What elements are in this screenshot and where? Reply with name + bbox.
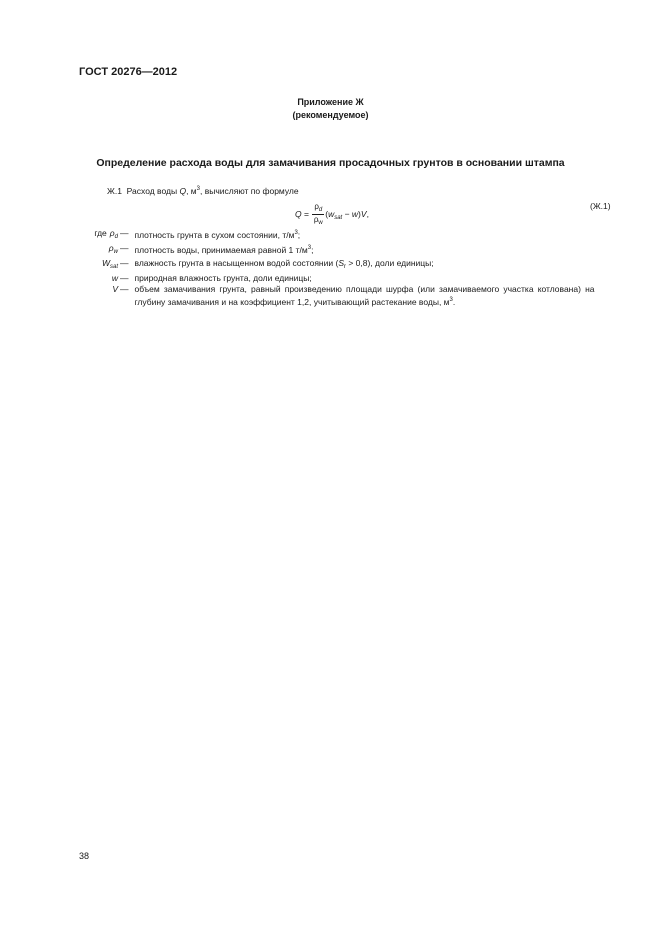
annex-status: (рекомендуемое) [292,110,369,120]
formula: Q = $\frac{\rho_d}{\rho_w}$ $(w_{sat} - w)V$, [295,202,369,226]
definition-text: плотность воды, принимаемая равной 1 $т/м^3$; [134,245,314,255]
document-code-header: ГОСТ 20276—2012 [79,66,178,78]
section-title: Определение расхода воды для замачивания просадочных грунтов в основании штампа [96,157,565,169]
definition-row: $W_{sat}$ — влажность грунта в насыщенном водой состоянии $(S_r > 0,8)$, доли единицы; [79,258,595,273]
definition-text: влажность грунта в насыщенном водой состоянии $(S_r > 0,8)$, доли единицы; [134,258,434,270]
clause-text-after: , $м^3$, вычисляют по формуле [186,186,299,196]
definition-row: w — природная влажность грунта, доли единицы; [111,273,312,283]
definition-text: природная влажность грунта, доли единицы; [134,273,312,283]
definition-row: где $\rho_d$ — плотность грунта в сухом состоянии, $т/м^3$; [79,228,595,243]
definitions-list [79,228,595,308]
formula-number: (Ж.1) [590,201,611,211]
clause-var-q: Q [179,186,187,196]
page-number: 38 [79,851,90,861]
formula-denominator: $\rho_w$ [313,215,323,226]
clause-text-before: Расход воды [126,186,180,196]
annex-title: Приложение Ж [297,97,364,107]
formula-lhs: Q [295,208,302,219]
definition-text: объем замачивания грунта, равный произведению площади шурфа (или замачиваемого участка котлована) на глубину замачивания и на коэффициент 1,2, учитывающий растекание воды, $м^3$. [134,284,595,307]
formula-numerator: $\rho_d$ [314,202,323,213]
formula-rhs: $(w_{sat} - w)V$, [325,208,369,221]
formula-fraction [312,203,324,226]
definition-row: V — объем замачивания грунта, равный произведению площади шурфа (или замачиваемого участка котлована) на глубину замачивания и на коэффициент 1,2, учитывающий растекание воды, $м^3$. [112,284,595,307]
definition-text: плотность грунта в сухом состоянии, $т/м^3$; [134,230,301,240]
clause-text [107,186,299,196]
clause-number: Ж.1 [107,186,122,196]
definition-row: $\rho_w$ — плотность воды, принимаемая равной 1 $т/м^3$; [79,243,595,258]
